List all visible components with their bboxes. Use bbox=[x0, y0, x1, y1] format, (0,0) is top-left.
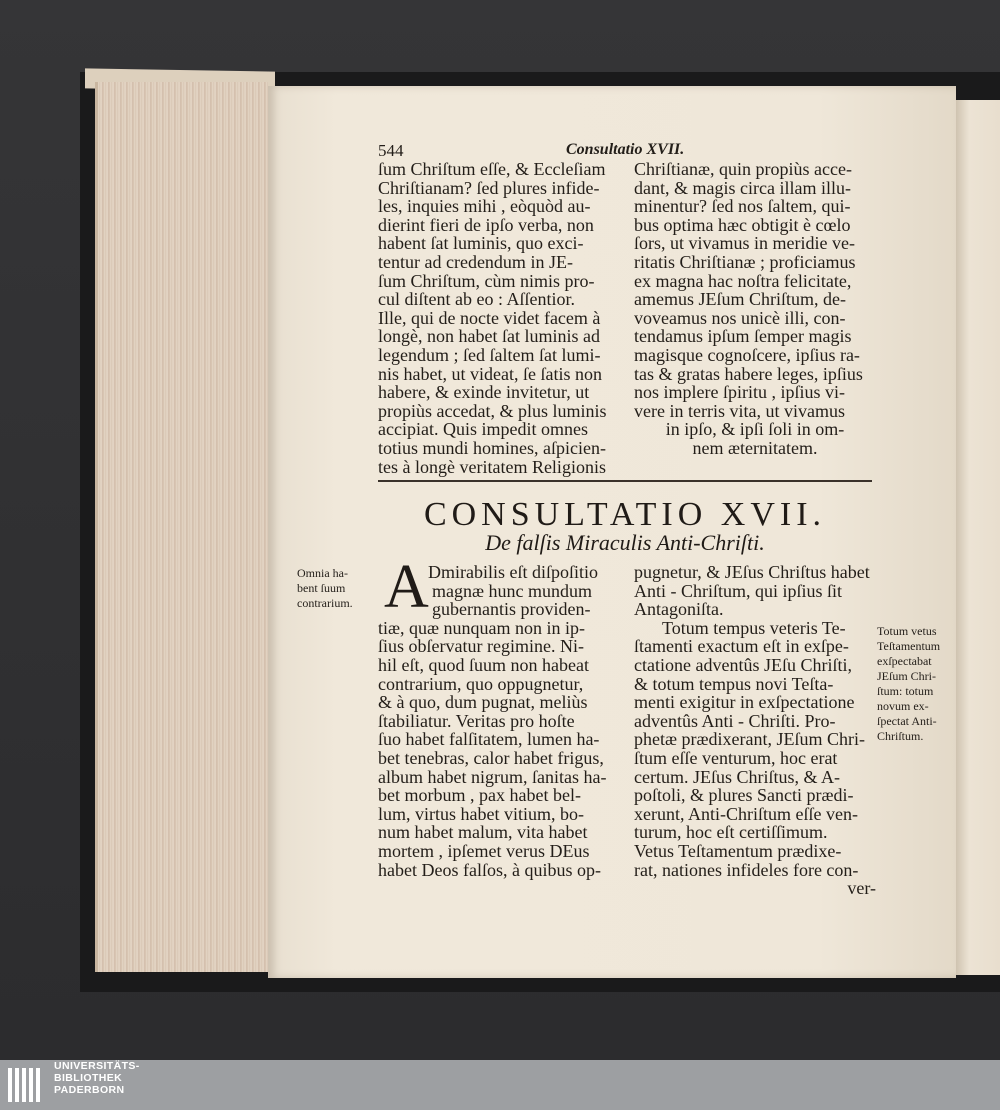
text-line: ſtamenti exactum eſt in exſpe- bbox=[634, 636, 849, 657]
text-line: rat, nationes infideles fore con- bbox=[634, 859, 859, 880]
text-line: accipiat. Quis impedit omnes bbox=[378, 419, 588, 440]
text-line: habent ſat luminis, quo exci- bbox=[378, 233, 584, 254]
text-line: menti exigitur in exſpectatione bbox=[634, 692, 855, 713]
chapter-title: CONSULTATIO XVII. bbox=[423, 496, 827, 533]
text-line: tiæ, quæ nunquam non in ip- bbox=[378, 617, 585, 638]
right-margin-note bbox=[877, 624, 940, 744]
book-page-edges bbox=[95, 82, 268, 972]
text-line: ſors, ut vivamus in meridie ve- bbox=[634, 233, 855, 254]
text-line: phetæ prædixerant, JEſum Chri- bbox=[634, 729, 865, 750]
text-line: dierint fieri de ipſo verba, non bbox=[378, 214, 594, 235]
text-line: magnæ hunc mundum bbox=[432, 580, 592, 601]
text-line: voveamus nos unicè illi, con- bbox=[634, 307, 846, 328]
text-line: Anti - Chriſtum, qui ipſius ſit bbox=[634, 580, 843, 601]
text-line: amemus JEſum Chriſtum, de- bbox=[634, 289, 846, 310]
text-line: Chriſtianam? ſed plures infide- bbox=[378, 177, 600, 198]
text-line: certum. JEſus Chriſtus, & A- bbox=[634, 766, 840, 787]
text-line: tas & gratas habere leges, ipſius bbox=[634, 363, 863, 384]
text-line: hil eſt, quod ſuum non habeat bbox=[378, 654, 589, 675]
text-line: cul diſtent ab eo : Aſſentior. bbox=[378, 289, 575, 310]
text-line: ſtum eſſe venturum, hoc erat bbox=[634, 747, 838, 768]
text-line: Totum tempus veteris Te- bbox=[662, 617, 846, 638]
text-line: dant, & magis circa illam illu- bbox=[634, 177, 851, 198]
text-line: bet morbum , pax habet bel- bbox=[378, 785, 581, 806]
text-line: habere, & exinde invitetur, ut bbox=[378, 382, 590, 403]
text-line: habet Deos falſos, à quibus op- bbox=[378, 859, 601, 880]
text-line: num habet malum, vita habet bbox=[378, 822, 588, 843]
text-line: turum, hoc eſt certiſſimum. bbox=[634, 822, 828, 843]
text-line: poſtoli, & plures Sancti prædi- bbox=[634, 785, 854, 806]
page-number: 544 bbox=[378, 141, 404, 160]
text-line: longè, non habet ſat luminis ad bbox=[378, 326, 600, 347]
text-line: Totum vetus bbox=[877, 624, 937, 638]
text-line: nis habet, ut videat, ſe ſatis non bbox=[378, 363, 602, 384]
text-line: propiùs accedat, & plus luminis bbox=[378, 400, 607, 421]
text-line: tes à longè veritatem Religionis bbox=[378, 456, 606, 477]
text-line: ver- bbox=[847, 878, 876, 899]
text-line: Ille, qui de nocte videt facem à bbox=[378, 307, 601, 328]
text-line: contrarium, quo oppugnetur, bbox=[378, 673, 584, 694]
text-line: ſius obſervatur regimine. Ni- bbox=[378, 636, 584, 657]
text-line: ſum Chriſtum, cùm nimis pro- bbox=[378, 270, 595, 291]
text-line: ſum Chriſtum eſſe, & Eccleſiam bbox=[378, 159, 606, 179]
text-line: adventûs Anti - Chriſti. Pro- bbox=[634, 710, 836, 731]
text-line: gubernantis providen- bbox=[432, 599, 591, 620]
text-line: Antagoniſta. bbox=[634, 599, 724, 620]
top-left-text-column bbox=[378, 160, 618, 476]
left-margin-note bbox=[297, 566, 353, 611]
text-line: ſtabiliatur. Veritas pro hoſte bbox=[378, 710, 575, 731]
drop-cap: A bbox=[384, 553, 429, 621]
text-line: Chriſtianæ, quin propiùs acce- bbox=[634, 159, 852, 179]
library-logo-icon bbox=[6, 1064, 48, 1106]
text-line: lum, virtus habet vitium, bo- bbox=[378, 803, 584, 824]
text-line: in ipſo, & ipſi ſoli in om- bbox=[665, 419, 845, 440]
text-line: Dmirabilis eſt diſpoſitio bbox=[428, 562, 598, 582]
chapter-subtitle: De falſis Miraculis Anti-Chriſti. bbox=[485, 530, 765, 555]
text-line: bus optima hæc obtigit è cœlo bbox=[634, 214, 851, 235]
text-line: bent ſuum bbox=[297, 581, 346, 595]
text-line: ctatione adventûs JEſu Chriſti, bbox=[634, 654, 852, 675]
text-line: xerunt, Anti-Chriſtum eſſe ven- bbox=[634, 803, 858, 824]
text-line: JEſum Chri- bbox=[877, 669, 936, 683]
library-logo-text bbox=[54, 1060, 140, 1096]
text-line: les, inquies mihi , eòquòd au- bbox=[378, 196, 591, 217]
section-divider-rule bbox=[378, 480, 872, 482]
text-line: nem æternitatem. bbox=[692, 437, 818, 458]
text-line: magisque cognoſcere, ipſius ra- bbox=[634, 344, 860, 365]
logo-text-line: UNIVERSITÄTS- bbox=[54, 1060, 140, 1072]
text-line: exſpectabat bbox=[877, 654, 932, 668]
text-line: minentur? ſed nos ſaltem, qui- bbox=[634, 196, 851, 217]
facing-page-edge bbox=[956, 100, 1000, 975]
footer-bar bbox=[0, 1060, 1000, 1110]
logo-text-line: PADERBORN bbox=[54, 1084, 125, 1096]
text-line: ſtum: totum bbox=[877, 684, 934, 698]
logo-text-line: BIBLIOTHEK bbox=[54, 1072, 123, 1084]
text-line: contrarium. bbox=[297, 596, 353, 610]
text-line: ſuo habet falſitatem, lumen ha- bbox=[378, 729, 600, 750]
text-line: tendamus ipſum ſemper magis bbox=[634, 326, 852, 347]
text-line: & totum tempus novi Teſta- bbox=[634, 673, 834, 694]
text-line: mortem , ipſemet verus DEus bbox=[378, 840, 590, 861]
text-line: Omnia ha- bbox=[297, 566, 348, 580]
text-line: pugnetur, & JEſus Chriſtus habet bbox=[634, 562, 870, 582]
text-line: Vetus Teſtamentum prædixe- bbox=[634, 840, 842, 861]
bottom-left-text-column bbox=[378, 563, 618, 879]
text-line: ritatis Chriſtianæ ; proficiamus bbox=[634, 251, 856, 272]
text-line: novum ex- bbox=[877, 699, 929, 713]
text-line: album habet nigrum, ſanitas ha- bbox=[378, 766, 607, 787]
text-line: vere in terris vita, ut vivamus bbox=[634, 400, 845, 421]
running-title: Consultatio XVII. bbox=[566, 141, 685, 158]
text-line: ſpectat Anti- bbox=[877, 714, 937, 728]
bottom-right-text-column bbox=[634, 563, 876, 898]
text-line: totius mundi homines, aſpicien- bbox=[378, 437, 606, 458]
text-line: Chriſtum. bbox=[877, 729, 924, 743]
text-line: legendum ; ſed ſaltem ſat lumi- bbox=[378, 344, 601, 365]
text-line: ex magna hac noſtra felicitate, bbox=[634, 270, 852, 291]
text-line: nos implere ſpiritu , ipſius vi- bbox=[634, 382, 845, 403]
text-line: & à quo, dum pugnat, meliùs bbox=[378, 692, 588, 713]
text-line: bet tenebras, calor habet frigus, bbox=[378, 747, 604, 768]
text-line: tentur ad credendum in JE- bbox=[378, 251, 573, 272]
top-right-text-column bbox=[634, 160, 876, 458]
text-line: Teſtamentum bbox=[877, 639, 941, 653]
